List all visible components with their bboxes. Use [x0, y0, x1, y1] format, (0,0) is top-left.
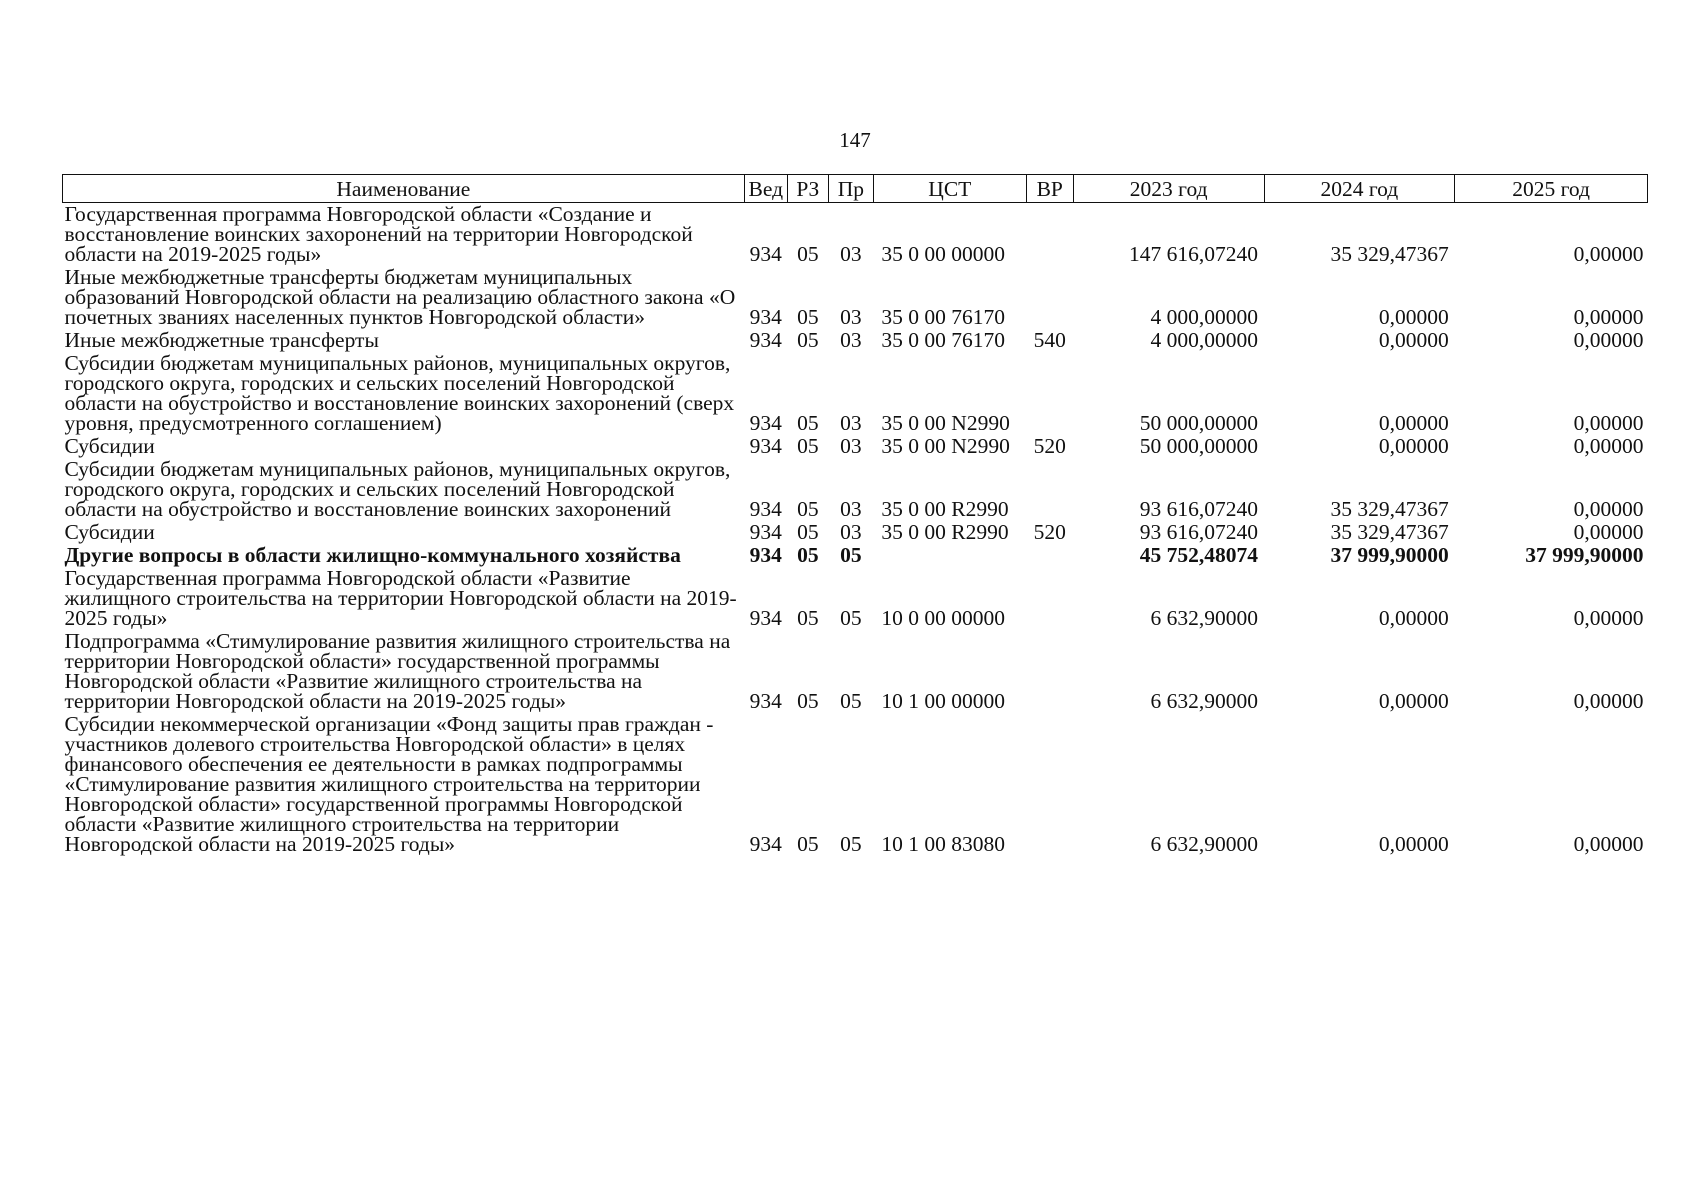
cell-ved: 934	[749, 543, 782, 567]
cell-2023: 50 000,00000	[1139, 434, 1259, 458]
cell-2023: 50 000,00000	[1139, 411, 1259, 435]
cell-cst: 35 0 00 N2990	[881, 434, 1010, 458]
cell-vr	[1026, 713, 1073, 856]
cell-pr: 03	[840, 411, 862, 435]
cell-2024: 35 329,47367	[1330, 497, 1449, 521]
cell-ved: 934	[749, 411, 782, 435]
cell-ved: 934	[749, 497, 782, 521]
table-body	[63, 203, 1648, 857]
cell-2024: 0,00000	[1378, 411, 1449, 435]
cell-2025: 0,00000	[1573, 305, 1644, 329]
cell-name: Иные межбюджетные трансферты	[64, 328, 379, 352]
cell-vr	[1026, 458, 1073, 521]
header-pr: Пр	[828, 175, 873, 203]
cell-pr: 05	[840, 832, 862, 856]
table-row	[63, 435, 1648, 458]
cell-pr: 03	[840, 305, 862, 329]
cell-rz: 05	[797, 305, 819, 329]
table-row	[63, 203, 1648, 267]
cell-cst: 35 0 00 N2990	[881, 411, 1010, 435]
cell-cst	[873, 544, 1026, 567]
table-row	[63, 713, 1648, 856]
cell-2023: 93 616,07240	[1139, 520, 1259, 544]
cell-2024: 37 999,90000	[1330, 543, 1449, 567]
cell-vr: 520	[1033, 434, 1066, 458]
cell-2023: 6 632,90000	[1150, 606, 1259, 630]
table-row	[63, 266, 1648, 329]
cell-2023: 6 632,90000	[1150, 689, 1259, 713]
cell-2025: 0,00000	[1573, 520, 1644, 544]
cell-2025: 0,00000	[1573, 606, 1644, 630]
cell-rz: 05	[797, 328, 819, 352]
cell-pr: 03	[840, 328, 862, 352]
cell-name: Подпрограмма «Стимулирование развития жилищного строительства на территории Новгородской области» государственной программы Новгородской области «Развитие жилищного строительства на территории Новгородской области на 2019-2025 годы»	[64, 629, 731, 713]
cell-rz: 05	[797, 543, 819, 567]
cell-rz: 05	[797, 242, 819, 266]
cell-pr: 05	[840, 606, 862, 630]
cell-2023: 93 616,07240	[1139, 497, 1259, 521]
budget-table	[62, 174, 1648, 856]
cell-vr	[1026, 544, 1073, 567]
cell-name: Субсидии бюджетам муниципальных районов, муниципальных округов, городского округа, городских и сельских поселений Новгородской области на обустройство и восстановление воинских захоронений	[64, 457, 731, 521]
cell-2024: 35 329,47367	[1330, 520, 1449, 544]
cell-ved: 934	[749, 832, 782, 856]
cell-pr: 05	[840, 543, 862, 567]
cell-2025: 0,00000	[1573, 328, 1644, 352]
header-cst: ЦСТ	[873, 175, 1026, 203]
cell-cst: 35 0 00 R2990	[881, 497, 1009, 521]
cell-vr	[1026, 630, 1073, 713]
cell-ved: 934	[749, 689, 782, 713]
cell-vr	[1026, 567, 1073, 630]
table-row	[63, 630, 1648, 713]
cell-2024: 0,00000	[1378, 305, 1449, 329]
cell-2023: 4 000,00000	[1150, 305, 1259, 329]
cell-pr: 03	[840, 520, 862, 544]
table-row	[63, 567, 1648, 630]
cell-rz: 05	[797, 520, 819, 544]
table-row	[63, 544, 1648, 567]
cell-2025: 0,00000	[1573, 242, 1644, 266]
header-ved: Вед	[744, 175, 787, 203]
cell-name: Субсидии некоммерческой организации «Фонд защиты прав граждан - участников долевого строительства Новгородской области» в целях финансового обеспечения ее деятельности в рамках подпрограммы «Стимулирование развития жилищного строительства на территории Новгородской области» государственной программы Новгородской области «Развитие жилищного строительства на территории Новгородской области на 2019-2025 годы»	[64, 712, 714, 856]
cell-2023: 45 752,48074	[1139, 543, 1259, 567]
cell-name: Государственная программа Новгородской области «Развитие жилищного строительства на территории Новгородской области на 2019-2025 годы»	[64, 566, 737, 630]
cell-2024: 0,00000	[1378, 689, 1449, 713]
cell-2024: 35 329,47367	[1330, 242, 1449, 266]
cell-rz: 05	[797, 497, 819, 521]
cell-name: Субсидии бюджетам муниципальных районов, муниципальных округов, городского округа, городских и сельских поселений Новгородской области на обустройство и восстановление воинских захоронений (сверх уровня, предусмотренного соглашением)	[64, 351, 735, 435]
cell-rz: 05	[797, 606, 819, 630]
cell-ved: 934	[749, 328, 782, 352]
cell-name: Другие вопросы в области жилищно-коммунального хозяйства	[64, 543, 681, 567]
table-row	[63, 352, 1648, 435]
header-2025: 2025 год	[1455, 175, 1648, 203]
cell-name: Субсидии	[64, 520, 155, 544]
cell-2025: 0,00000	[1573, 434, 1644, 458]
cell-2025: 37 999,90000	[1525, 543, 1644, 567]
cell-pr: 05	[840, 689, 862, 713]
cell-2025: 0,00000	[1573, 497, 1644, 521]
header-rz: РЗ	[787, 175, 828, 203]
cell-vr	[1026, 266, 1073, 329]
cell-pr: 03	[840, 242, 862, 266]
page-number: 147	[839, 128, 871, 152]
header-2024: 2024 год	[1264, 175, 1455, 203]
cell-pr: 03	[840, 497, 862, 521]
cell-name: Государственная программа Новгородской области «Создание и восстановление воинских захоронений на территории Новгородской области на 2019-2025 годы»	[64, 202, 693, 266]
cell-rz: 05	[797, 411, 819, 435]
cell-2025: 0,00000	[1573, 832, 1644, 856]
cell-pr: 03	[840, 434, 862, 458]
cell-ved: 934	[749, 434, 782, 458]
cell-2023: 147 616,07240	[1129, 242, 1259, 266]
table-row	[63, 458, 1648, 521]
header-vr: ВР	[1026, 175, 1073, 203]
cell-2024: 0,00000	[1378, 832, 1449, 856]
cell-2024: 0,00000	[1378, 434, 1449, 458]
cell-rz: 05	[797, 832, 819, 856]
table-row	[63, 329, 1648, 352]
cell-2025: 0,00000	[1573, 411, 1644, 435]
cell-2023: 6 632,90000	[1150, 832, 1259, 856]
header-name: Наименование	[63, 175, 745, 203]
cell-rz: 05	[797, 434, 819, 458]
cell-vr: 540	[1033, 328, 1066, 352]
header-2023: 2023 год	[1073, 175, 1264, 203]
cell-2023: 4 000,00000	[1150, 328, 1259, 352]
cell-cst: 35 0 00 76170	[881, 328, 1006, 352]
cell-vr	[1026, 352, 1073, 435]
cell-2025: 0,00000	[1573, 689, 1644, 713]
cell-2024: 0,00000	[1378, 606, 1449, 630]
cell-name: Субсидии	[64, 434, 155, 458]
cell-ved: 934	[749, 305, 782, 329]
table-header	[63, 175, 1648, 203]
cell-rz: 05	[797, 689, 819, 713]
cell-vr	[1026, 203, 1073, 267]
table-row	[63, 521, 1648, 544]
cell-ved: 934	[749, 520, 782, 544]
cell-2024: 0,00000	[1378, 328, 1449, 352]
cell-cst: 35 0 00 R2990	[881, 520, 1009, 544]
cell-cst: 10 0 00 00000	[881, 606, 1006, 630]
cell-cst: 35 0 00 76170	[881, 305, 1006, 329]
cell-cst: 35 0 00 00000	[881, 242, 1006, 266]
cell-cst: 10 1 00 83080	[881, 832, 1006, 856]
cell-ved: 934	[749, 242, 782, 266]
cell-ved: 934	[749, 606, 782, 630]
cell-vr: 520	[1033, 520, 1066, 544]
cell-cst: 10 1 00 00000	[881, 689, 1006, 713]
cell-name: Иные межбюджетные трансферты бюджетам муниципальных образований Новгородской области на реализацию областного закона «О почетных званиях населенных пунктов Новгородской области»	[64, 265, 736, 329]
